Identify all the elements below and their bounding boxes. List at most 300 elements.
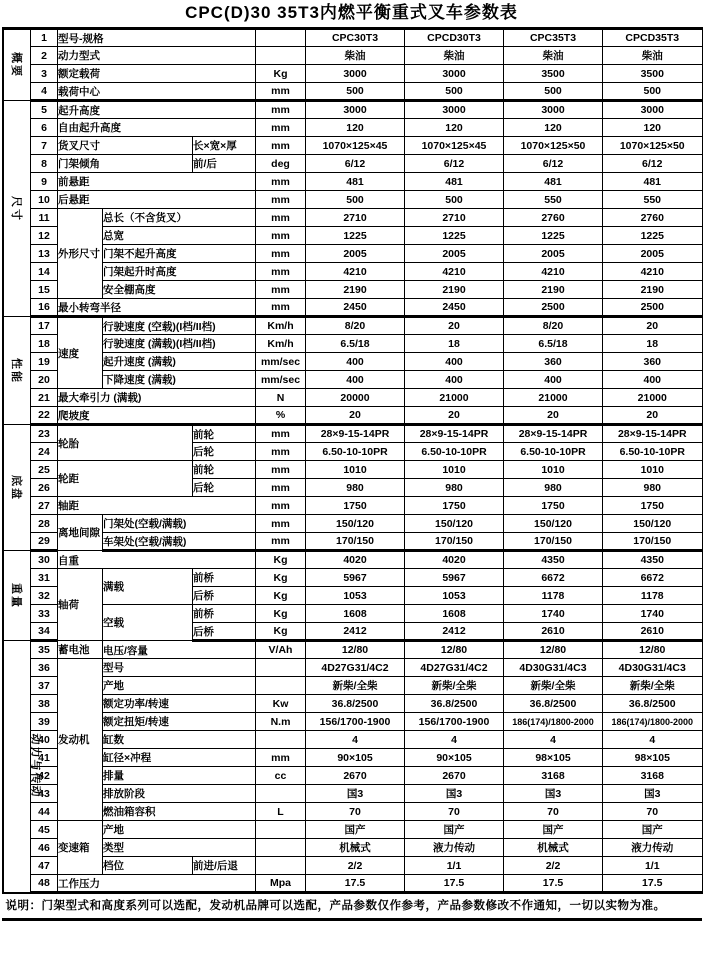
- row-number: 9: [31, 173, 58, 191]
- param-name: 外形尺寸: [58, 209, 103, 299]
- unit-cell: mm: [256, 191, 306, 209]
- param-name: 货叉尺寸: [58, 137, 193, 155]
- unit-cell: deg: [256, 155, 306, 173]
- value-cell: 2670: [306, 767, 405, 785]
- param-name: 门架倾角: [58, 155, 193, 173]
- value-cell: 170/150: [504, 533, 603, 551]
- table-row: [3, 749, 703, 767]
- value-cell: 2500: [504, 299, 603, 317]
- value-cell: 1740: [603, 605, 703, 623]
- param-name: 产地: [103, 677, 256, 695]
- table-row: [3, 641, 703, 659]
- row-number: 22: [31, 407, 58, 425]
- section-cell: [3, 101, 31, 317]
- value-cell: 4: [603, 731, 703, 749]
- value-cell: 2/2: [504, 857, 603, 875]
- value-cell: 国3: [306, 785, 405, 803]
- value-cell: 国产: [504, 821, 603, 839]
- param-name: 自重: [58, 551, 256, 569]
- value-cell: 6/12: [603, 155, 703, 173]
- param-name: 蓄电池: [58, 641, 103, 659]
- value-cell: 2710: [405, 209, 504, 227]
- section-cell: [3, 29, 31, 101]
- value-cell: 36.8/2500: [504, 695, 603, 713]
- value-cell: 2190: [504, 281, 603, 299]
- table-row: [3, 317, 703, 335]
- param-name: 后桥: [193, 623, 256, 641]
- value-cell: 21000: [405, 389, 504, 407]
- value-cell: 1010: [306, 461, 405, 479]
- table-row: [3, 533, 703, 551]
- value-cell: 400: [306, 371, 405, 389]
- param-name: 总宽: [103, 227, 256, 245]
- value-cell: 2005: [306, 245, 405, 263]
- unit-cell: mm: [256, 209, 306, 227]
- value-cell: 4D30G31/4C3: [504, 659, 603, 677]
- value-cell: 400: [603, 371, 703, 389]
- unit-cell: Kg: [256, 65, 306, 83]
- param-name: 型号-规格: [58, 29, 256, 47]
- row-number: 33: [31, 605, 58, 623]
- unit-cell: [256, 47, 306, 65]
- value-cell: 980: [504, 479, 603, 497]
- row-number: 47: [31, 857, 58, 875]
- value-cell: 2/2: [306, 857, 405, 875]
- param-name: 后轮: [193, 443, 256, 461]
- param-name: 额定载荷: [58, 65, 256, 83]
- unit-cell: V/Ah: [256, 641, 306, 659]
- value-cell: 1225: [405, 227, 504, 245]
- value-cell: 500: [603, 83, 703, 101]
- value-cell: 1608: [405, 605, 504, 623]
- unit-cell: Kg: [256, 623, 306, 641]
- value-cell: 2760: [603, 209, 703, 227]
- value-cell: 400: [504, 371, 603, 389]
- param-name: 前轮: [193, 461, 256, 479]
- value-cell: 1225: [603, 227, 703, 245]
- param-name: 后悬距: [58, 191, 256, 209]
- unit-cell: Kg: [256, 551, 306, 569]
- value-cell: 1225: [306, 227, 405, 245]
- param-name: 行驶速度 (空载)(I档/II档): [103, 317, 256, 335]
- table-row: [3, 245, 703, 263]
- value-cell: 20000: [306, 389, 405, 407]
- value-cell: 1178: [603, 587, 703, 605]
- param-name: 前悬距: [58, 173, 256, 191]
- row-number: 38: [31, 695, 58, 713]
- value-cell: 6672: [603, 569, 703, 587]
- value-cell: 2190: [603, 281, 703, 299]
- row-number: 45: [31, 821, 58, 839]
- value-cell: 2610: [504, 623, 603, 641]
- value-cell: 20: [603, 317, 703, 335]
- table-row: [3, 137, 703, 155]
- value-cell: 4350: [504, 551, 603, 569]
- value-cell: 液力传动: [603, 839, 703, 857]
- table-row: [3, 821, 703, 839]
- value-cell: 4020: [405, 551, 504, 569]
- value-cell: 3500: [504, 65, 603, 83]
- table-row: [3, 407, 703, 425]
- section-label: 底盘: [9, 474, 22, 501]
- value-cell: 156/1700-1900: [405, 713, 504, 731]
- value-cell: 90×105: [306, 749, 405, 767]
- row-number: 35: [31, 641, 58, 659]
- row-number: 42: [31, 767, 58, 785]
- unit-cell: mm: [256, 479, 306, 497]
- param-name: 门架处(空载/满载): [103, 515, 256, 533]
- value-cell: 3000: [306, 101, 405, 119]
- table-row: [3, 713, 703, 731]
- value-cell: 6.5/18: [306, 335, 405, 353]
- row-number: 37: [31, 677, 58, 695]
- value-cell: 20: [504, 407, 603, 425]
- value-cell: 500: [306, 191, 405, 209]
- table-row: [3, 29, 703, 47]
- unit-cell: mm: [256, 497, 306, 515]
- value-cell: 120: [603, 119, 703, 137]
- row-number: 26: [31, 479, 58, 497]
- table-row: [3, 227, 703, 245]
- value-cell: 28×9-15-14PR: [504, 425, 603, 443]
- table-row: [3, 803, 703, 821]
- value-cell: 18: [603, 335, 703, 353]
- unit-cell: mm: [256, 137, 306, 155]
- param-name: 载荷中心: [58, 83, 256, 101]
- unit-cell: mm/sec: [256, 371, 306, 389]
- row-number: 34: [31, 623, 58, 641]
- table-row: [3, 353, 703, 371]
- value-cell: 机械式: [306, 839, 405, 857]
- table-row: [3, 173, 703, 191]
- unit-cell: [256, 677, 306, 695]
- value-cell: 3000: [603, 101, 703, 119]
- page-title: CPC(D)30 35T3内燃平衡重式叉车参数表: [185, 3, 518, 22]
- unit-cell: mm: [256, 83, 306, 101]
- unit-cell: mm: [256, 533, 306, 551]
- value-cell: 6/12: [504, 155, 603, 173]
- value-cell: 6672: [504, 569, 603, 587]
- unit-cell: mm: [256, 101, 306, 119]
- param-name: 爬坡度: [58, 407, 256, 425]
- value-cell: 2450: [306, 299, 405, 317]
- value-cell: 2005: [504, 245, 603, 263]
- value-cell: 980: [405, 479, 504, 497]
- table-row: [3, 677, 703, 695]
- table-row: [3, 389, 703, 407]
- value-cell: 400: [405, 371, 504, 389]
- value-cell: 3168: [603, 767, 703, 785]
- value-cell: 4210: [405, 263, 504, 281]
- value-cell: 2670: [405, 767, 504, 785]
- row-number: 28: [31, 515, 58, 533]
- value-cell: 2412: [405, 623, 504, 641]
- value-cell: 1070×125×45: [306, 137, 405, 155]
- table-row: [3, 191, 703, 209]
- value-cell: 21000: [603, 389, 703, 407]
- value-cell: 150/120: [504, 515, 603, 533]
- section-label: 概要: [9, 52, 22, 78]
- table-row: [3, 335, 703, 353]
- value-cell: 2450: [405, 299, 504, 317]
- unit-cell: mm: [256, 173, 306, 191]
- table-row: [3, 515, 703, 533]
- param-name: 下降速度 (满载): [103, 371, 256, 389]
- param-name: 后轮: [193, 479, 256, 497]
- value-cell: 20: [603, 407, 703, 425]
- value-cell: 170/150: [405, 533, 504, 551]
- value-cell: 4350: [603, 551, 703, 569]
- table-row: [3, 461, 703, 479]
- value-cell: 2005: [405, 245, 504, 263]
- value-cell: 机械式: [504, 839, 603, 857]
- row-number: 41: [31, 749, 58, 767]
- row-number: 6: [31, 119, 58, 137]
- param-name: 前轮: [193, 425, 256, 443]
- value-cell: 360: [504, 353, 603, 371]
- value-cell: 6.50-10-10PR: [306, 443, 405, 461]
- unit-cell: Kg: [256, 605, 306, 623]
- param-name: 工作压力: [58, 875, 256, 893]
- value-cell: 1070×125×50: [603, 137, 703, 155]
- value-cell: 12/80: [405, 641, 504, 659]
- value-cell: 90×105: [405, 749, 504, 767]
- param-name: 自由起升高度: [58, 119, 256, 137]
- value-cell: 3000: [306, 65, 405, 83]
- table-row: [3, 101, 703, 119]
- param-name: 电压/容量: [103, 641, 256, 659]
- unit-cell: [256, 857, 306, 875]
- unit-cell: [256, 785, 306, 803]
- value-cell: 36.8/2500: [306, 695, 405, 713]
- value-cell: 21000: [504, 389, 603, 407]
- param-name: 排量: [103, 767, 256, 785]
- value-cell: 新柴/全柴: [306, 677, 405, 695]
- row-number: 43: [31, 785, 58, 803]
- value-cell: 新柴/全柴: [504, 677, 603, 695]
- value-cell: 1053: [405, 587, 504, 605]
- row-number: 10: [31, 191, 58, 209]
- value-cell: 国3: [603, 785, 703, 803]
- value-cell: 28×9-15-14PR: [306, 425, 405, 443]
- value-cell: 28×9-15-14PR: [603, 425, 703, 443]
- unit-cell: Mpa: [256, 875, 306, 893]
- value-cell: 1010: [405, 461, 504, 479]
- value-cell: 70: [504, 803, 603, 821]
- row-number: 21: [31, 389, 58, 407]
- section-cell: [3, 317, 31, 425]
- value-cell: 1070×125×50: [504, 137, 603, 155]
- param-name: 型号: [103, 659, 256, 677]
- value-cell: 2760: [504, 209, 603, 227]
- value-cell: 186(174)/1800-2000: [504, 713, 603, 731]
- param-name: 变速箱: [58, 821, 103, 875]
- value-cell: 柴油: [603, 47, 703, 65]
- section-label: 重量: [9, 582, 22, 609]
- param-name: 长×宽×厚: [193, 137, 256, 155]
- value-cell: 12/80: [306, 641, 405, 659]
- value-cell: 98×105: [504, 749, 603, 767]
- value-cell: 4: [306, 731, 405, 749]
- param-name: 速度: [58, 317, 103, 389]
- value-cell: 柴油: [504, 47, 603, 65]
- param-name: 前进/后退: [193, 857, 256, 875]
- row-number: 44: [31, 803, 58, 821]
- param-name: 排放阶段: [103, 785, 256, 803]
- unit-cell: mm: [256, 245, 306, 263]
- value-cell: CPC30T3: [306, 29, 405, 47]
- value-cell: 1070×125×45: [405, 137, 504, 155]
- value-cell: 150/120: [306, 515, 405, 533]
- value-cell: 20: [405, 407, 504, 425]
- value-cell: 3500: [603, 65, 703, 83]
- value-cell: 2190: [405, 281, 504, 299]
- row-number: 32: [31, 587, 58, 605]
- row-number: 17: [31, 317, 58, 335]
- value-cell: 550: [504, 191, 603, 209]
- spec-sheet-page: [2, 0, 702, 963]
- table-row: [3, 785, 703, 803]
- value-cell: 17.5: [504, 875, 603, 893]
- value-cell: 4: [405, 731, 504, 749]
- value-cell: 500: [306, 83, 405, 101]
- value-cell: 400: [306, 353, 405, 371]
- value-cell: CPCD35T3: [603, 29, 703, 47]
- row-number: 19: [31, 353, 58, 371]
- value-cell: 4: [504, 731, 603, 749]
- section-label: 动力与传动: [29, 733, 41, 799]
- value-cell: 柴油: [405, 47, 504, 65]
- value-cell: 3000: [405, 101, 504, 119]
- table-row: [3, 659, 703, 677]
- param-name: 档位: [103, 857, 193, 875]
- value-cell: 2710: [306, 209, 405, 227]
- row-number: 29: [31, 533, 58, 551]
- value-cell: 5967: [306, 569, 405, 587]
- unit-cell: [256, 839, 306, 857]
- value-cell: 12/80: [504, 641, 603, 659]
- row-number: 3: [31, 65, 58, 83]
- param-name: 后桥: [193, 587, 256, 605]
- param-name: 前/后: [193, 155, 256, 173]
- section-label: 性能: [9, 357, 22, 384]
- table-row: [3, 731, 703, 749]
- unit-cell: mm: [256, 119, 306, 137]
- value-cell: 481: [306, 173, 405, 191]
- row-number: 46: [31, 839, 58, 857]
- value-cell: 6.50-10-10PR: [405, 443, 504, 461]
- unit-cell: %: [256, 407, 306, 425]
- row-number: 1: [31, 29, 58, 47]
- value-cell: 17.5: [405, 875, 504, 893]
- value-cell: 2610: [603, 623, 703, 641]
- param-name: 轴距: [58, 497, 256, 515]
- row-number: 30: [31, 551, 58, 569]
- value-cell: 1740: [504, 605, 603, 623]
- value-cell: 120: [405, 119, 504, 137]
- unit-cell: N: [256, 389, 306, 407]
- param-name: 发动机: [58, 659, 103, 821]
- value-cell: 6.50-10-10PR: [603, 443, 703, 461]
- param-name: 行驶速度 (满载)(I档/II档): [103, 335, 256, 353]
- value-cell: 2500: [603, 299, 703, 317]
- table-row: [3, 263, 703, 281]
- value-cell: 4D27G31/4C2: [306, 659, 405, 677]
- row-number: 39: [31, 713, 58, 731]
- value-cell: 170/150: [603, 533, 703, 551]
- value-cell: 3168: [504, 767, 603, 785]
- value-cell: 1010: [603, 461, 703, 479]
- value-cell: 1053: [306, 587, 405, 605]
- row-number: 13: [31, 245, 58, 263]
- param-name: 额定功率/转速: [103, 695, 256, 713]
- value-cell: 4210: [603, 263, 703, 281]
- table-row: [3, 371, 703, 389]
- value-cell: 18: [405, 335, 504, 353]
- param-name: 轮距: [58, 461, 193, 497]
- unit-cell: cc: [256, 767, 306, 785]
- unit-cell: mm/sec: [256, 353, 306, 371]
- value-cell: 481: [504, 173, 603, 191]
- value-cell: 36.8/2500: [603, 695, 703, 713]
- param-name: 缸数: [103, 731, 256, 749]
- unit-cell: mm: [256, 227, 306, 245]
- param-name: 产地: [103, 821, 256, 839]
- param-name: 额定扭矩/转速: [103, 713, 256, 731]
- param-name: 门架不起升高度: [103, 245, 256, 263]
- table-row: [3, 209, 703, 227]
- value-cell: 120: [504, 119, 603, 137]
- unit-cell: [256, 659, 306, 677]
- value-cell: 360: [603, 353, 703, 371]
- value-cell: 980: [603, 479, 703, 497]
- unit-cell: mm: [256, 443, 306, 461]
- value-cell: 国产: [306, 821, 405, 839]
- table-row: [3, 551, 703, 569]
- row-number: 40: [31, 731, 58, 749]
- table-row: [3, 47, 703, 65]
- unit-cell: Kg: [256, 587, 306, 605]
- value-cell: 新柴/全柴: [603, 677, 703, 695]
- unit-cell: mm: [256, 263, 306, 281]
- unit-cell: N.m: [256, 713, 306, 731]
- row-number: 14: [31, 263, 58, 281]
- row-number: 16: [31, 299, 58, 317]
- unit-cell: Kw: [256, 695, 306, 713]
- value-cell: 4210: [504, 263, 603, 281]
- value-cell: 500: [405, 191, 504, 209]
- value-cell: 17.5: [603, 875, 703, 893]
- value-cell: 1010: [504, 461, 603, 479]
- param-name: 轮胎: [58, 425, 193, 461]
- row-number: 12: [31, 227, 58, 245]
- value-cell: 1/1: [405, 857, 504, 875]
- table-row: [3, 605, 703, 623]
- value-cell: 150/120: [603, 515, 703, 533]
- table-row: [3, 299, 703, 317]
- value-cell: 70: [405, 803, 504, 821]
- row-number: 20: [31, 371, 58, 389]
- unit-cell: [256, 29, 306, 47]
- unit-cell: Kg: [256, 569, 306, 587]
- unit-cell: mm: [256, 425, 306, 443]
- row-number: 15: [31, 281, 58, 299]
- row-number: 24: [31, 443, 58, 461]
- row-number: 48: [31, 875, 58, 893]
- value-cell: 156/1700-1900: [306, 713, 405, 731]
- table-row: [3, 857, 703, 875]
- value-cell: 550: [603, 191, 703, 209]
